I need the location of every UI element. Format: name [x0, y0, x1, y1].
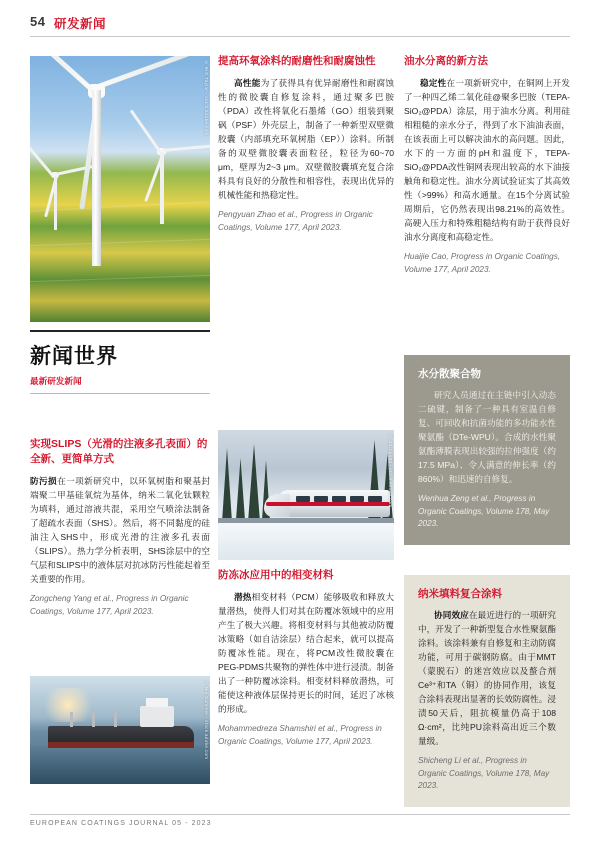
article-epoxy: [218, 54, 394, 234]
article-epoxy-lead: 高性能: [234, 78, 261, 88]
article-epoxy-text: 为了获得具有优异耐磨性和耐腐蚀性的微胶囊自修复涂料，通过聚多巴胺（PDA）改性将氧化石墨烯（GO）组装到聚砜（PSF）外壳层上，制备了一种新型双壁微胶囊（内部填充环氧树脂（EP））涂料。所制备的双壁微胶囊表面粒径，粒径为60~70 μm，壁厚为2~3 μm。双壁微胶囊填充复合涂料具有良好的分散性和相容性，表现出优异的机械性能和热稳定性。: [218, 78, 394, 200]
article-nano-filler: [404, 575, 570, 807]
article-oil-water: [404, 54, 570, 276]
photo-credit: © Bim Taylor - stock.adobe.com: [204, 60, 209, 136]
photo-credit-ship: © Nix Sommer - stock.adobe.com: [204, 680, 209, 760]
section-title: 研发新闻: [54, 17, 107, 31]
photo-cargo-ship: [30, 676, 210, 784]
page-header: [0, 0, 600, 42]
article-pcm-reference: Mohammedreza Shamshiri et al., Progress in Organic Coatings, Volume 177, April 2023.: [218, 724, 382, 746]
article-pcm: [218, 568, 394, 748]
article-nano-body: [418, 608, 556, 748]
article-nano-reference: Shicheng Li et al., Progress in Organic Coatings, Volume 178, May 2023.: [418, 756, 550, 790]
photo-snow-train: [218, 430, 394, 560]
article-waterborne-reference: Wenhua Zeng et al., Progress in Organic Coatings, Volume 178, May 2023.: [418, 494, 550, 528]
article-epoxy-reference: Pengyuan Zhao et al., Progress in Organic Coatings, Volume 177, April 2023.: [218, 210, 373, 232]
article-epoxy-body: [218, 76, 394, 202]
article-pcm-body: [218, 590, 394, 716]
page-number: 54: [30, 14, 46, 29]
article-slips-lead: 防污损: [30, 476, 58, 486]
article-oil-water-title: 油水分离的新方法: [404, 55, 488, 67]
footer-divider: [30, 814, 570, 815]
photo-credit-train: © Jacopo88 - stock.adobe.com: [388, 434, 393, 508]
article-oil-water-reference: Huaijie Cao, Progress in Organic Coatings, Volume 177, April 2023.: [404, 252, 561, 274]
photo-wind-turbines: [30, 56, 210, 322]
article-slips-title: 实现SLIPS（光滑的注液多孔表面）的全新、更简单方式: [30, 438, 208, 465]
article-pcm-lead: 潜热: [234, 592, 252, 602]
article-waterborne-body: 研究人员通过在主链中引入动态二硫键，制备了一种具有室温自修复、可回收和抗菌功能的多功能水性聚氨酯（DTe-WPU）。合成的水性聚氨酯薄膜表现出较强的拉伸强度（约17.5 MPa）、令人满意的伸长率（约860%）和迅速的自修复。: [418, 390, 556, 484]
masthead-subtitle: 最新研发新闻: [30, 376, 82, 386]
masthead-rule-bottom: [30, 393, 210, 394]
masthead-rule-top: [30, 330, 210, 332]
article-slips: [30, 437, 210, 618]
article-nano-text: 在最近进行的一项研究中，开发了一种新型复合水性聚氨酯涂料。该涂料兼有自修复和主动防腐功能，可用于碳钢防腐。由于MMT（蒙脱石）的迷宫效应以及螯合剂Ce³⁺和TA（铜）的协同作用，该复合涂料表现出显著的长效防腐性。浸渍50天后，阻抗模量仍高于108 Ω·cm²，比纯PU涂料高出近三个数量级。: [418, 610, 556, 746]
article-slips-body: [30, 474, 210, 586]
article-pcm-text: 相变材料（PCM）能够吸收和释放大量潜热，使得人们对其在防覆冰领域中的应用产生了极大兴趣。将相变材料与其他被动防覆冰策略（如自洁涂层）结合起来，就可以提高防覆冰性能。现在，将PCM改性微胶囊在PEG-PDMS共聚物的弹性体中进行浸渍。制备出了一种防覆冰涂料。相变材料释放潜热，可能使这种液体层保持更长的时间，延迟了冰核的形成。: [218, 592, 394, 714]
article-waterborne-title: 水分散聚合物: [418, 368, 481, 380]
article-nano-title: 纳米填料复合涂料: [418, 588, 502, 600]
masthead-news-world: [30, 330, 210, 394]
masthead-title: 新闻世界: [30, 345, 118, 368]
article-pcm-title: 防冻冰应用中的相变材料: [218, 569, 334, 581]
header-divider: [30, 36, 570, 37]
article-slips-text: 在一项新研究中，以环氧树脂和聚基封端聚二甲基硅氧烷为基体，纳米二氧化钛颗粒为填料，通过溶液共混，采用空气喷涂法制备了超疏水表面（SHS）。然后，将不同黏度的硅油注入SHS中，形成光滑的注液多孔表面（SLIPS）。热力学分析表明，SHS涂层中的空气层和SLIPS中的液体层对抗冰防污性能起着至关重要的作用。: [30, 476, 210, 584]
article-oil-water-text: 在一项新研究中，在铜网上开发了一种四乙烯二氧化硅@聚多巴胺（TEPA-SiO₂@PDA）涂层，用于油水分离。利用硅相粗糙的亲水分子，得到了水下油油表面，在该表面上可以解决油水的高问题。因此，水下的一方面的pH和温度下，TEPA-SiO₂@PDA改性铜网表现出较高的水下油接触角和稳定性。油水分离试验证实了其高效性（>99%）和高水通量。在15个分离试验周期后，它仍然表现出98.21%的高效性。高硬入压力和特殊粗糙结构有助于获得良好油水分离度和高稳定性。: [404, 78, 570, 242]
footer-text: EUROPEAN COATINGS JOURNAL 05 - 2023: [30, 820, 212, 827]
article-nano-lead: 协同效应: [434, 610, 469, 620]
article-oil-water-body: [404, 76, 570, 244]
article-slips-reference: Zongcheng Yang et al., Progress in Organic Coatings, Volume 177, April 2023.: [30, 594, 189, 616]
article-epoxy-title: 提高环氧涂料的耐磨性和耐腐蚀性: [218, 55, 376, 67]
article-waterborne-polymer: [404, 355, 570, 545]
article-oil-water-lead: 稳定性: [420, 78, 447, 88]
